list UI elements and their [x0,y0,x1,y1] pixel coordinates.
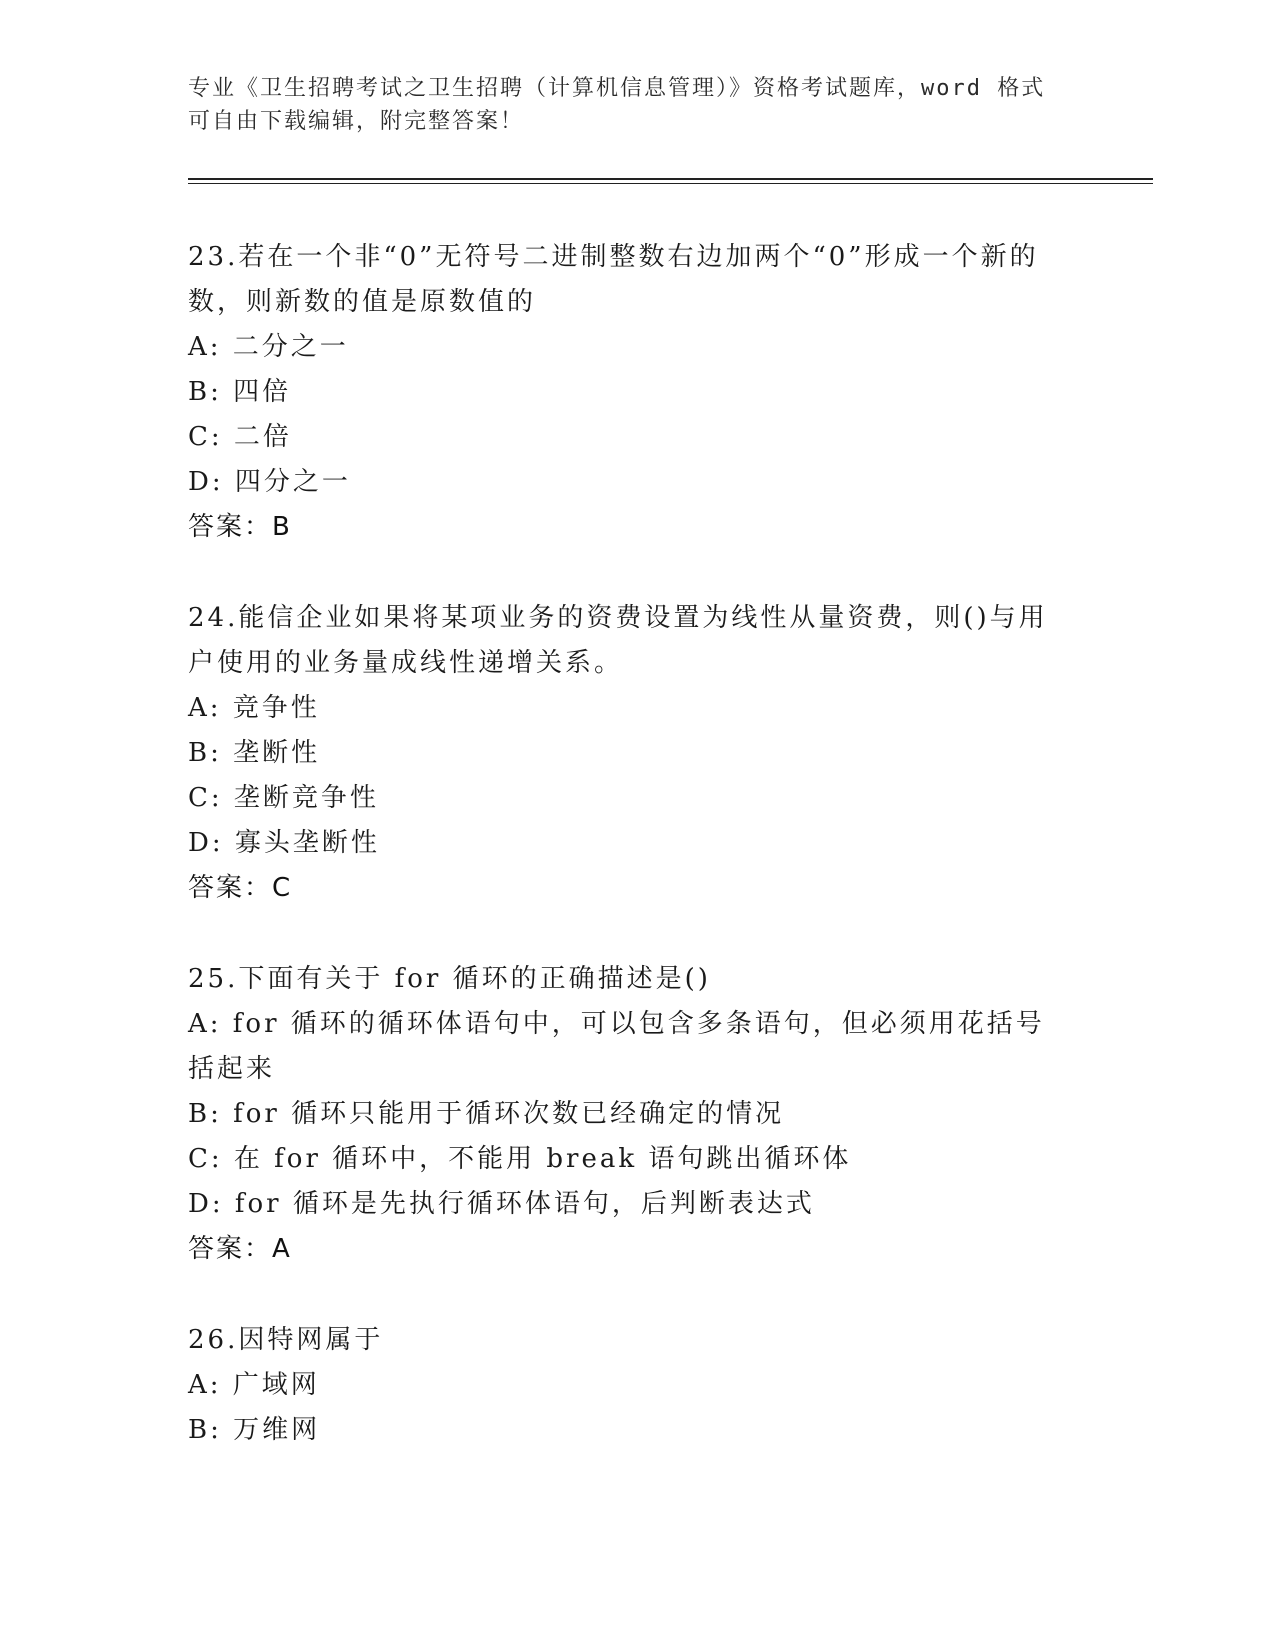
answer-option: A: 二分之一 [188,332,349,362]
answer-option: A: for 循环的循环体语句中，可以包含多条语句，但必须用花括号括起来 [188,1009,1045,1084]
question-list [188,235,1068,1499]
answer-option: C: 在 for 循环中，不能用 break 语句跳出循环体 [188,1144,852,1174]
answer-option: C: 垄断竞争性 [188,783,379,813]
header-divider-thin [188,183,1153,184]
answer-option: A: 广域网 [188,1370,320,1400]
answer-option: B: 垄断性 [188,738,321,768]
question-item [188,596,1068,911]
question-item [188,1318,1068,1453]
answer-option: A: 竞争性 [188,693,320,723]
answer-option: B: for 循环只能用于循环次数已经确定的情况 [188,1099,785,1129]
question-item [188,957,1068,1272]
question-stem: 26.因特网属于 [188,1325,384,1355]
header-line-1: 专业《卫生招聘考试之卫生招聘（计算机信息管理）》资格考试题库，word 格式 [188,76,1046,101]
answer-key: 答案：C [188,873,293,903]
question-stem: 24.能信企业如果将某项业务的资费设置为线性从量资费，则()与用户使用的业务量成线性递增关系。 [188,603,1048,678]
answer-option: D: 寡头垄断性 [188,828,380,858]
answer-option: B: 万维网 [188,1415,321,1445]
answer-option: C: 二倍 [188,422,292,452]
answer-option: B: 四倍 [188,377,292,407]
answer-key: 答案：B [188,512,292,542]
answer-option: D: 四分之一 [188,467,351,497]
header-line-2: 可自由下载编辑，附完整答案！ [188,109,525,134]
question-item [188,235,1068,550]
question-stem: 23.若在一个非“0”无符号二进制整数右边加两个“0”形成一个新的数，则新数的值是原数值的 [188,242,1039,317]
answer-option: D: for 循环是先执行循环体语句，后判断表达式 [188,1189,815,1219]
answer-key: 答案：A [188,1234,292,1264]
document-header [188,72,1068,138]
header-divider-thick [188,178,1153,180]
question-stem: 25.下面有关于 for 循环的正确描述是() [188,964,711,994]
